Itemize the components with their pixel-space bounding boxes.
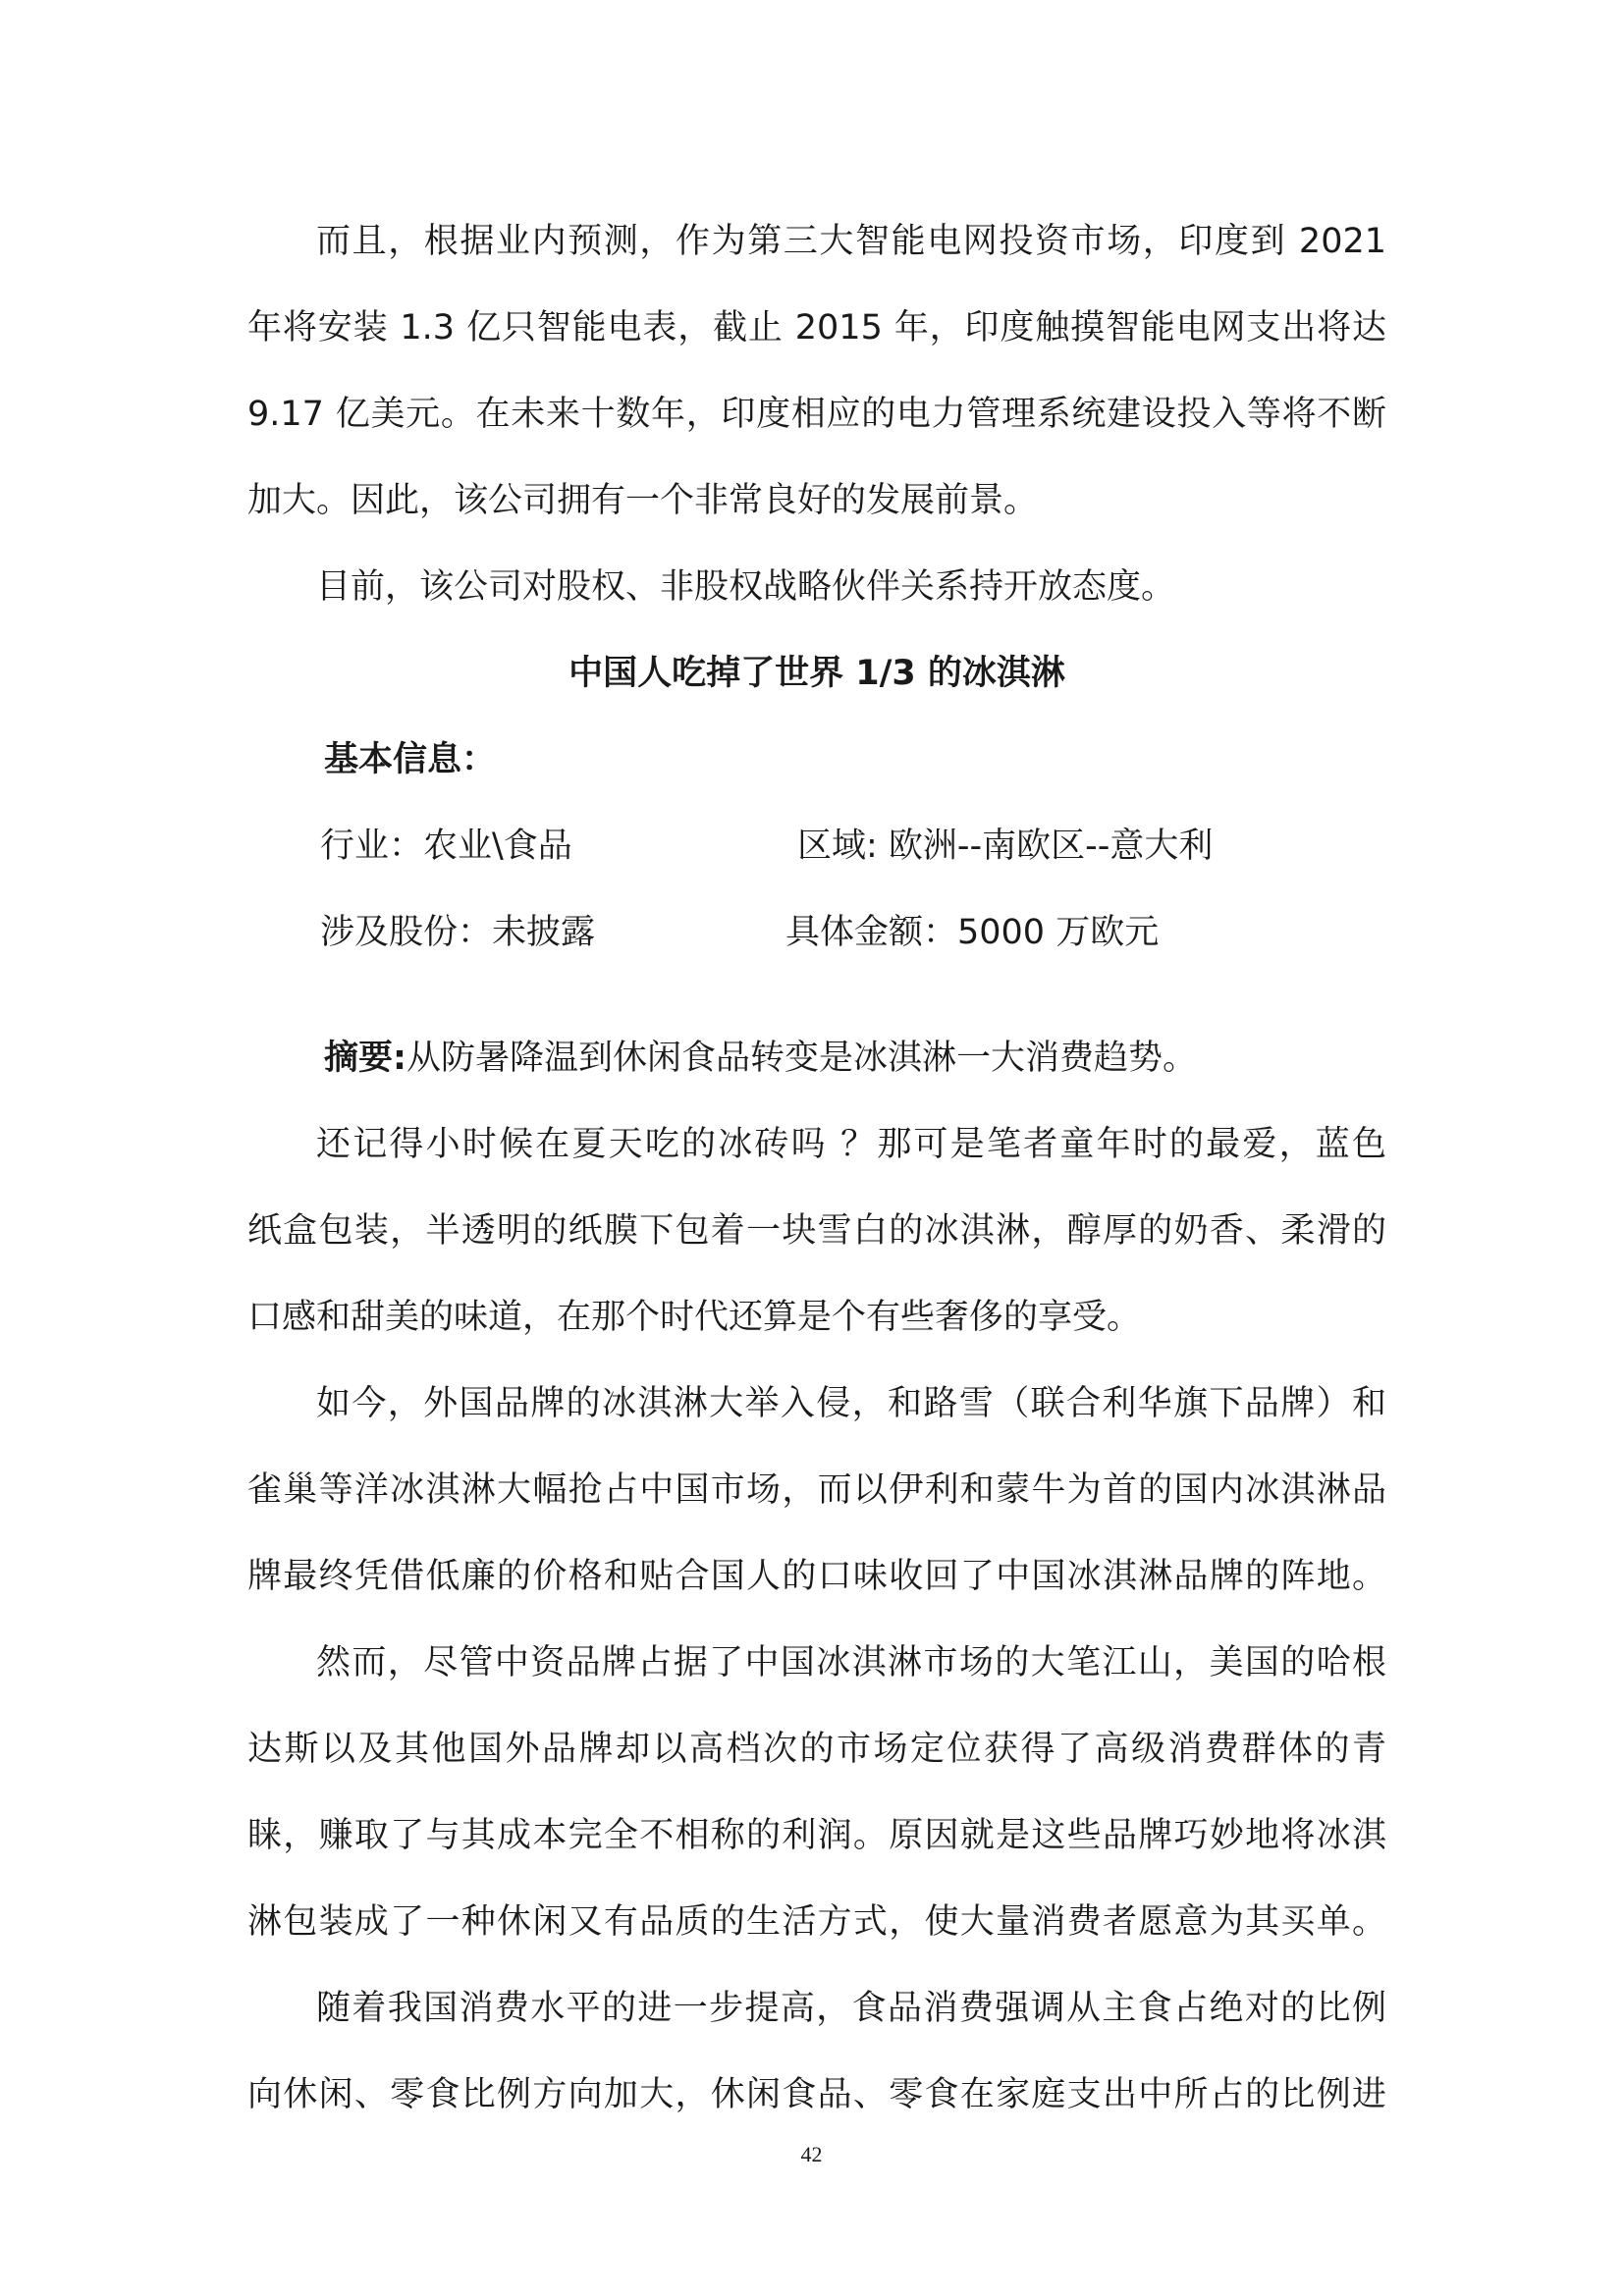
paragraph-line: 年将安装 1.3 亿只智能电表，截止 2015 年，印度触摸智能电网支出将达 [247,308,1386,347]
paragraph-line: 随着我国消费水平的进一步提高，食品消费强调从主食占绝对的比例 [316,1989,1386,2028]
paragraph-line: 睐，赚取了与其成本完全不相称的利润。原因就是这些品牌巧妙地将冰淇 [247,1816,1386,1855]
paragraph-line: 还记得小时候在夏天吃的冰砖吗 ？那可是笔者童年时的最爱，蓝色 [316,1125,1386,1164]
paragraph-line: 淋包装成了一种休闲又有品质的生活方式，使大量消费者愿意为其买单。 [247,1902,1386,1942]
paragraph-line: 然而，尽管中资品牌占据了中国冰淇淋市场的大笔江山，美国的哈根 [316,1643,1386,1682]
paragraph-line: 口感和甜美的味道，在那个时代还算是个有些奢侈的享受。 [247,1298,1142,1337]
paragraph-line: 而且，根据业内预测，作为第三大智能电网投资市场，印度到 2021 [316,222,1386,261]
paragraph-line: 目前，该公司对股权、非股权战略伙伴关系持开放态度。 [316,567,1176,607]
paragraph-line: 达斯以及其他国外品牌却以高档次的市场定位获得了高级消费群体的青 [247,1730,1386,1769]
paragraph-line: 纸盒包装，半透明的纸膜下包着一块雪白的冰淇淋，醇厚的奶香、柔滑的 [247,1211,1386,1251]
paragraph-line: 加大。因此，该公司拥有一个非常良好的发展前景。 [247,481,1039,520]
region-field: 区域: 欧洲--南欧区--意大利 [797,827,1214,866]
paragraph-line: 如今，外国品牌的冰淇淋大举入侵，和路雪（联合利华旗下品牌）和 [316,1384,1386,1423]
shares-field: 涉及股份：未披露 [320,913,596,952]
industry-field: 行业：农业\食品 [320,827,572,866]
paragraph-line: 9.17 亿美元。在未来十数年，印度相应的电力管理系统建设投入等将不断 [247,395,1386,434]
summary-text: 从防暑降温到休闲食品转变是冰淇淋一大消费趋势。 [406,1039,1198,1078]
basic-info-heading: 基本信息： [324,740,497,779]
paragraph-line: 牌最终凭借低廉的价格和贴合国人的口味收回了中国冰淇淋品牌的阵地。 [247,1557,1386,1596]
paragraph-line: 雀巢等洋冰淇淋大幅抢占中国市场，而以伊利和蒙牛为首的国内冰淇淋品 [247,1470,1386,1510]
amount-field: 具体金额：5000 万欧元 [785,913,1160,952]
summary [324,1037,1197,1080]
paragraph-line: 向休闲、零食比例方向加大，休闲食品、零食在家庭支出中所占的比例进 [247,2075,1386,2114]
article-title: 中国人吃掉了世界 1/3 的冰淇淋 [568,654,1065,693]
summary-label: 摘要: [324,1039,406,1078]
page-number: 42 [800,2142,823,2166]
